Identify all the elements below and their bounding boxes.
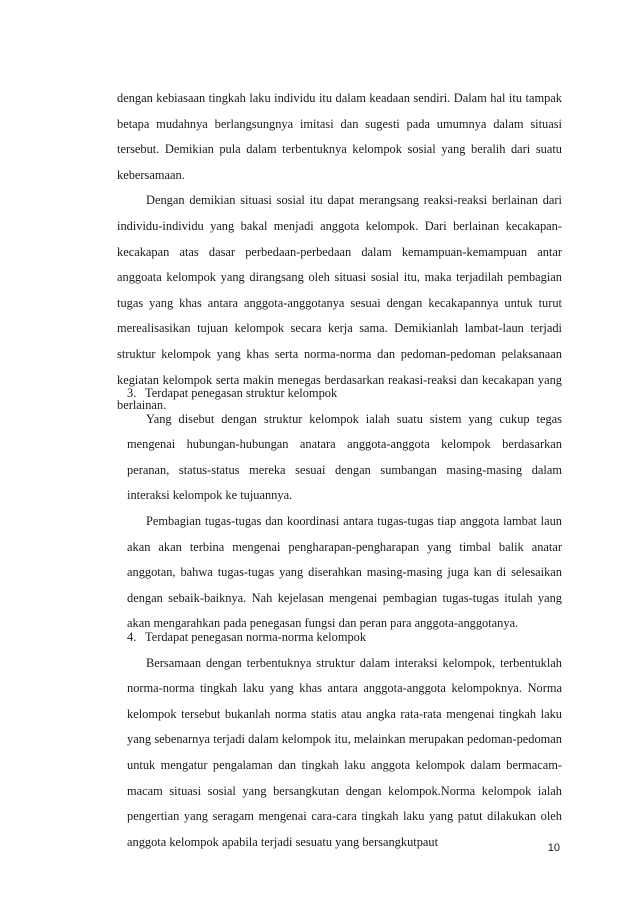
section-number: 3. [127,386,137,400]
paragraph: Dengan demikian situasi sosial itu dapat merangsang reaksi-reaksi berlainan dari individu-individu yang bakal menjadi anggota kelompok. Dari berlainan kecakapan-kecakapan atas dasar perbedaan-perbedaan dalam kemampuan-kemampuan antar anggoata kelompok yang dirangsang oleh situasi sosial itu, maka terjadilah pembagian tugas yang khas antara anggota-anggotanya sesuai dengan kecakapannya untuk turut merealisasikan tujuan kelompok secara kerja sama. Demikianlah lambat-laun terjadi struktur kelompok yang khas serta norma-norma dan pedoman-pedoman pelaksanaan kegiatan kelompok serta makin menegas berdasarkan reakasi-reaksi dan kecakapan yang berlainan. [117,193,562,413]
paragraph: Pembagian tugas-tugas dan koordinasi antara tugas-tugas tiap anggota lambat laun akan akan terbina mengenai pengharapan-pengharapan yang timbal balik anatar anggotan, bahwa tugas-tugas yang diserahkan masing-masing juga kan di selesaikan dengan sebaik-baiknya. Nah kejelasan mengenai pembagian tugas-tugas itulah yang akan mengarahkan pada penegasan fungsi dan peran para anggota-anggotanya. [127,513,562,631]
paragraph: Yang disebut dengan struktur kelompok ialah suatu sistem yang cukup tegas mengenai hubungan-hubungan anatara anggota-anggota kelompok berdasarkan peranan, status-status mereka sesuai dengan sumbangan masing-masing dalam interaksi kelompok ke tujuannya. [127,411,562,503]
paragraph-continuation: dengan kebiasaan tingkah laku individu itu dalam keadaan sendiri. Dalam hal itu tampak betapa mudahnya berlangsungnya imitasi dan sugesti pada umumnya dalam situasi tersebut. Demikian pula dalam terbentuknya kelompok sosial yang beralih dari suatu kebersamaan. [117,91,562,182]
page-number: 10 [547,842,560,854]
body-text [117,86,562,419]
section-heading [127,625,562,651]
section-4 [127,625,562,855]
section-heading [127,381,562,407]
paragraph: Bersamaan dengan terbentuknya struktur dalam interaksi kelompok, terbentuklah norma-norma tingkah laku yang khas antara anggota-anggota kelompoknya. Norma kelompok tersebut bukanlah norma statis atau angka rata-rata mengenai tingkah laku yang sebenarnya terjadi dalam kelompok itu, melainkan merupakan pedoman-pedoman untuk mengatur pengalaman dan tingkah laku anggota kelompok dalam bermacam-macam situasi sosial yang bersangkutan dengan kelompok.Norma kelompok ialah pengertian yang seragam mengenai cara-cara tingkah laku yang patut dilakukan oleh anggota kelompok apabila terjadi sesuatu yang bersangkutpaut [127,655,562,849]
section-number: 4. [127,630,137,644]
section-3 [127,381,562,637]
section-title: Terdapat penegasan struktur kelompok [145,386,338,400]
section-title: Terdapat penegasan norma-norma kelompok [145,630,367,644]
